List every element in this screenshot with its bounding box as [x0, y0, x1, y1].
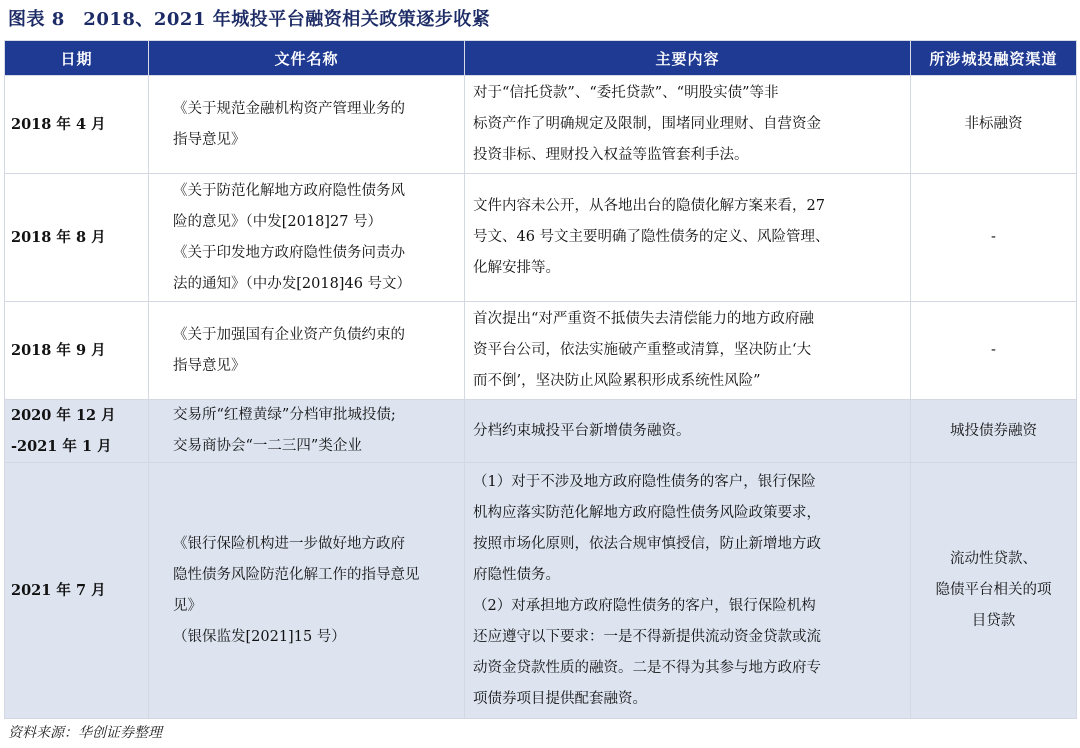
date-cell — [5, 76, 149, 174]
document-line: 《关于防范化解地方政府隐性债务风 — [173, 182, 405, 199]
header-date: 日期 — [5, 41, 149, 76]
content-line: （1）对于不涉及地方政府隐性债务的客户，银行保险 — [473, 473, 816, 490]
content-line: 按照市场化原则，依法合规审慎授信，防止新增地方政 — [473, 535, 821, 552]
document-cell — [149, 76, 465, 174]
channel-line: 城投债券融资 — [950, 422, 1037, 439]
date-line: 2018 年 8 月 — [11, 229, 106, 246]
content-line: 分档约束城投平台新增债务融资。 — [473, 422, 691, 439]
policy-table — [4, 40, 1077, 719]
content-line: 还应遵守以下要求：一是不得新提供流动资金贷款或流 — [473, 628, 821, 645]
table-header-row — [5, 41, 1077, 76]
document-line: 《关于加强国有企业资产负债约束的 — [173, 326, 405, 343]
content-line: 号文、46 号文主要明确了隐性债务的定义、风险管理、 — [473, 229, 830, 245]
content-cell — [465, 400, 911, 463]
document-line: 见》 — [173, 597, 202, 614]
content-line: （2）对承担地方政府隐性债务的客户，银行保险机构 — [473, 597, 816, 614]
content-line: 化解安排等。 — [473, 260, 560, 276]
channel-cell — [911, 76, 1077, 174]
content-cell — [465, 76, 911, 174]
channel-line: - — [991, 342, 996, 358]
figure-title: 图表 8 2018、2021 年城投平台融资相关政策逐步收紧 — [8, 9, 491, 30]
date-cell — [5, 463, 149, 719]
document-line: 《关于印发地方政府隐性债务问责办 — [173, 244, 405, 261]
content-line: 动资金贷款性质的融资。二是不得为其参与地方政府专 — [473, 659, 821, 676]
content-line: 而不倒’，坚决防止风险累积形成系统性风险” — [473, 373, 761, 389]
document-cell — [149, 174, 465, 302]
channel-cell — [911, 302, 1077, 400]
document-line: 交易所“红橙黄绿”分档审批城投债; — [173, 407, 396, 423]
content-line: 项债券项目提供配套融资。 — [473, 690, 647, 707]
header-financing-channel: 所涉城投融资渠道 — [911, 41, 1077, 76]
channel-line: 非标融资 — [964, 116, 1023, 132]
document-line: （银保监发[2021]15 号） — [173, 628, 346, 645]
document-line: 《银行保险机构进一步做好地方政府 — [173, 535, 405, 552]
document-line: 指导意见》 — [173, 357, 246, 374]
channel-line: 流动性贷款、 — [950, 551, 1037, 567]
date-cell — [5, 400, 149, 463]
document-cell — [149, 302, 465, 400]
channel-cell — [911, 463, 1077, 719]
date-line: -2021 年 1 月 — [11, 438, 112, 455]
document-cell — [149, 400, 465, 463]
content-line: 机构应落实防范化解地方政府隐性债务风险政策要求， — [473, 504, 821, 521]
content-line: 文件内容未公开，从各地出台的隐债化解方案来看，27 — [473, 198, 825, 214]
document-line: 《关于规范金融机构资产管理业务的 — [173, 100, 405, 117]
date-line: 2018 年 4 月 — [11, 116, 106, 133]
date-line: 2018 年 9 月 — [11, 342, 106, 359]
content-line: 对于“信托贷款”、“委托贷款”、“明股实债”等非 — [473, 85, 779, 101]
content-line: 府隐性债务。 — [473, 566, 560, 583]
table-row — [5, 400, 1077, 463]
source-note: 资料来源：华创证券整理 — [8, 725, 162, 741]
table-row — [5, 76, 1077, 174]
header-document-name: 文件名称 — [149, 41, 465, 76]
table-row — [5, 302, 1077, 400]
document-line: 指导意见》 — [173, 131, 246, 148]
content-cell — [465, 174, 911, 302]
channel-line: 隐债平台相关的项 — [935, 582, 1052, 598]
document-line: 隐性债务风险防范化解工作的指导意见 — [173, 566, 420, 583]
date-line: 2021 年 7 月 — [11, 582, 106, 599]
date-cell — [5, 174, 149, 302]
channel-cell — [911, 400, 1077, 463]
header-main-content: 主要内容 — [465, 41, 911, 76]
channel-line: 目贷款 — [971, 613, 1016, 629]
date-line: 2020 年 12 月 — [11, 407, 116, 424]
document-line: 险的意见》（中发[2018]27 号） — [173, 213, 383, 230]
table-row — [5, 463, 1077, 719]
document-line: 交易商协会“一二三四”类企业 — [173, 438, 362, 454]
channel-line: - — [991, 229, 996, 245]
content-line: 投资非标、理财投入权益等监管套利手法。 — [473, 147, 749, 163]
channel-cell — [911, 174, 1077, 302]
content-cell — [465, 302, 911, 400]
date-cell — [5, 302, 149, 400]
document-line: 法的通知》（中办发[2018]46 号文） — [173, 275, 412, 292]
content-line: 资平台公司，依法实施破产重整或清算，坚决防止‘大 — [473, 342, 812, 358]
content-line: 首次提出“对严重资不抵债失去清偿能力的地方政府融 — [473, 311, 814, 327]
document-cell — [149, 463, 465, 719]
content-line: 标资产作了明确规定及限制，围堵同业理财、自营资金 — [473, 116, 821, 132]
content-cell — [465, 463, 911, 719]
table-row — [5, 174, 1077, 302]
